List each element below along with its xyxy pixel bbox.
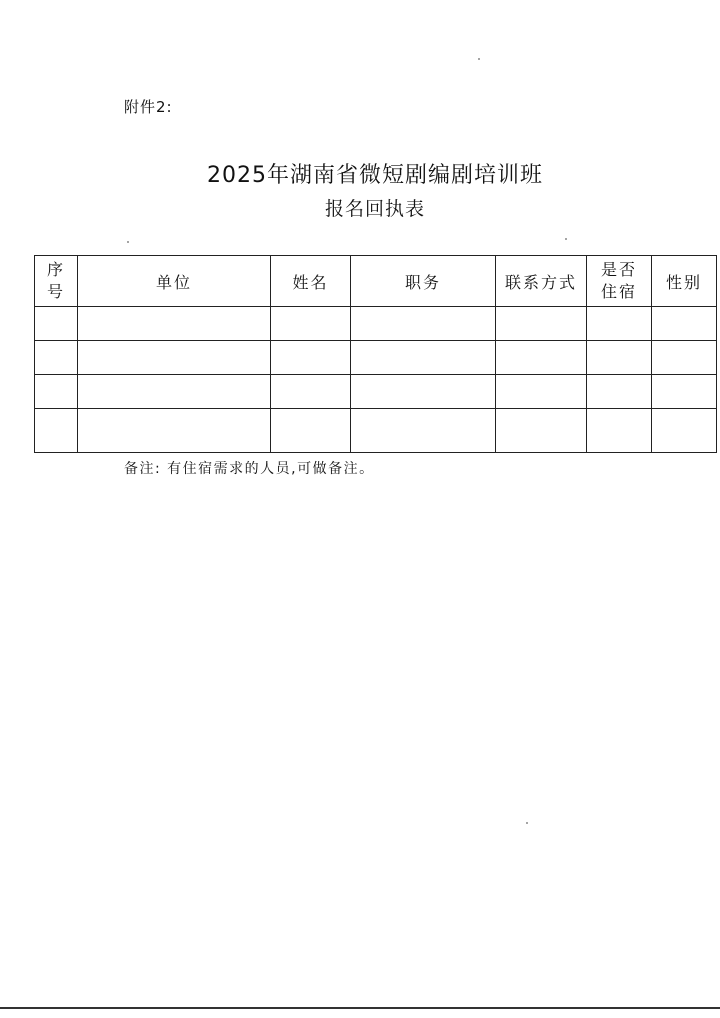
scan-speck [127,241,129,243]
scan-speck [526,822,528,824]
cell-position[interactable] [351,307,496,341]
cell-unit[interactable] [78,307,271,341]
cell-gender[interactable] [652,341,717,375]
document-title: 2025年湖南省微短剧编剧培训班 [207,163,543,188]
table-row [35,307,717,341]
cell-seq[interactable] [35,341,78,375]
scan-speck [478,58,480,60]
attachment-label: 附件2: [124,98,173,116]
table-row [35,409,717,453]
cell-unit[interactable] [78,341,271,375]
cell-position[interactable] [351,375,496,409]
cell-lodging[interactable] [587,341,652,375]
header-seq-line2: 号 [46,282,65,301]
table-header-row [35,256,717,307]
cell-gender[interactable] [652,375,717,409]
cell-seq[interactable] [35,409,78,453]
document-subtitle: 报名回执表 [324,198,425,220]
cell-lodging[interactable] [587,409,652,453]
cell-lodging[interactable] [587,307,652,341]
header-contact: 联系方式 [496,256,587,307]
cell-gender[interactable] [652,409,717,453]
cell-seq[interactable] [35,307,78,341]
header-gender: 性别 [652,256,717,307]
remark-note: 备注: 有住宿需求的人员,可做备注。 [124,461,375,477]
cell-contact[interactable] [496,409,587,453]
header-position: 职务 [351,256,496,307]
cell-unit[interactable] [78,409,271,453]
header-name: 姓名 [271,256,351,307]
cell-contact[interactable] [496,375,587,409]
registration-table [34,255,717,453]
cell-contact[interactable] [496,307,587,341]
header-lodging-line1: 是否 [600,260,637,279]
cell-name[interactable] [271,409,351,453]
scan-speck [565,238,567,240]
cell-name[interactable] [271,341,351,375]
cell-seq[interactable] [35,375,78,409]
cell-unit[interactable] [78,375,271,409]
cell-contact[interactable] [496,341,587,375]
cell-position[interactable] [351,409,496,453]
header-lodging [587,256,652,307]
header-unit: 单位 [78,256,271,307]
header-lodging-line2: 住宿 [600,282,637,301]
cell-name[interactable] [271,307,351,341]
header-seq [35,256,78,307]
table-row [35,341,717,375]
cell-lodging[interactable] [587,375,652,409]
header-seq-line1: 序 [46,260,65,279]
cell-position[interactable] [351,341,496,375]
bottom-scan-edge [0,1007,720,1009]
table-row [35,375,717,409]
cell-gender[interactable] [652,307,717,341]
cell-name[interactable] [271,375,351,409]
